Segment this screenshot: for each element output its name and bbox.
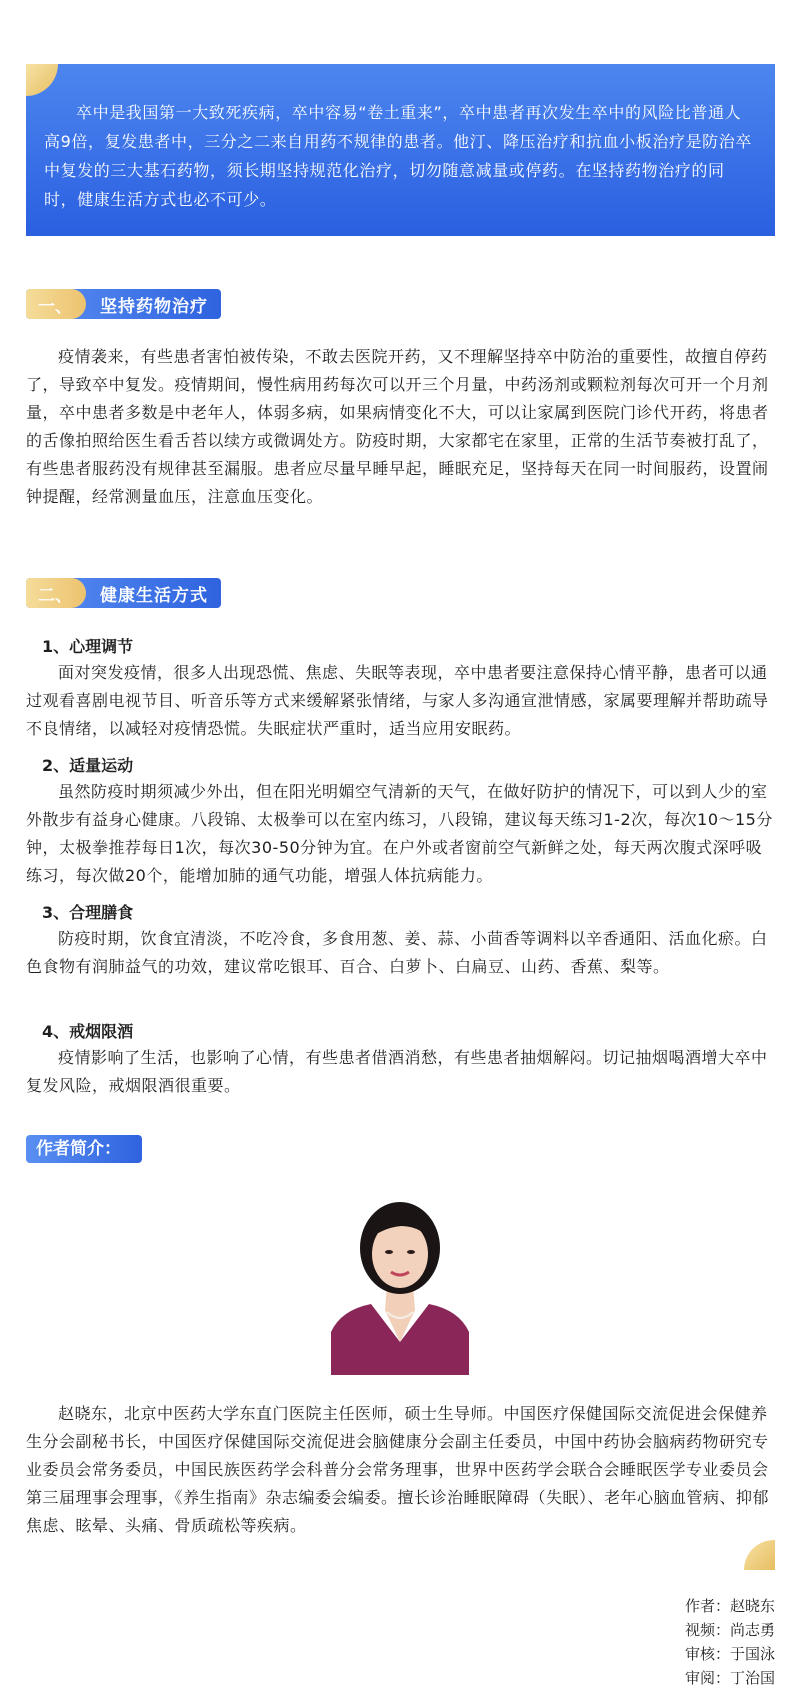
section-title: 健康生活方式 [100, 585, 208, 606]
author-portrait [331, 1192, 469, 1375]
credits [600, 1594, 775, 1690]
section1-body: 疫情袭来，有些患者害怕被传染，不敢去医院开药，又不理解坚持卒中防治的重要性，故擅自停药了，导致卒中复发。疫情期间，慢性病用药每次可以开三个月量，中药汤剂或颗粒剂每次可开一个月剂量，卒中患者多数是中老年人，体弱多病，如果病情变化不大，可以让家属到医院门诊代开药，将患者的舌像拍照给医生看舌苔以续方或微调处方。防疫时期，大家都宅在家里，正常的生活节奏被打乱了，有些患者服药没有规律甚至漏服。患者应尽量早睡早起，睡眠充足，坚持每天在同一时间服药，设置闹钟提醒，经常测量血压，注意血压变化。 [26, 347, 769, 506]
corner-decoration [26, 64, 58, 96]
intro-box [26, 64, 775, 236]
intro-text: 卒中是我国第一大致死疾病，卒中容易“卷土重来”，卒中患者再次发生卒中的风险比普通人高9倍，复发患者中，三分之二来自用药不规律的患者。他汀、降压治疗和抗血小板治疗是防治卒中复发的三大基石药物，须长期坚持规范化治疗，切勿随意减量或停药。在坚持药物治疗的同时，健康生活方式也必不可少。 [44, 103, 752, 209]
subsection-body: 防疫时期，饮食宜清淡，不吃冷食，多食用葱、姜、蒜、小茴香等调料以辛香通阳、活血化瘀。白色食物有润肺益气的功效，建议常吃银耳、百合、白萝卜、白扁豆、山药、香蕉、梨等。 [26, 929, 768, 976]
subsection-body: 面对突发疫情，很多人出现恐慌、焦虑、失眠等表现，卒中患者要注意保持心情平静，患者可以通过观看喜剧电视节目、听音乐等方式来缓解紧张情绪，与家人多沟通宣泄情感，家属要理解并帮助疏导不良情绪，以减轻对疫情恐慌。失眠症状严重时，适当应用安眠药。 [26, 663, 769, 738]
section-number: 二、 [26, 578, 86, 608]
subsection-body: 疫情影响了生活，也影响了心情，有些患者借酒消愁，有些患者抽烟解闷。切记抽烟喝酒增大卒中复发风险，戒烟限酒很重要。 [26, 1048, 768, 1095]
credit-video: 视频：尚志勇 [684, 1621, 775, 1639]
section-header-lifestyle [26, 578, 221, 608]
credit-author: 作者：赵晓东 [684, 1597, 775, 1615]
subsection-title: 4、戒烟限酒 [42, 1022, 134, 1041]
subsection-title: 3、合理膳食 [42, 903, 134, 922]
corner-decoration-bottom [744, 1540, 775, 1570]
credit-review: 审核：于国泳 [684, 1645, 775, 1663]
subsection-title: 2、适量运动 [42, 756, 134, 775]
section-number: 一、 [26, 289, 86, 319]
author-header: 作者简介： [26, 1135, 142, 1163]
subsection-title: 1、心理调节 [42, 637, 134, 656]
section-title: 坚持药物治疗 [100, 296, 208, 317]
portrait-illustration [331, 1192, 469, 1375]
subsection-body: 虽然防疫时期须减少外出，但在阳光明媚空气清新的天气，在做好防护的情况下，可以到人少的室外散步有益身心健康。八段锦、太极拳可以在室内练习，八段锦，建议每天练习1-2次，每次10～15分钟，太极拳推荐每日1次，每次30-50分钟为宜。在户外或者窗前空气新鲜之处，每天两次腹式深呼吸练习，每次做20个，能增加肺的通气功能，增强人体抗病能力。 [26, 782, 773, 885]
author-bio: 赵晓东，北京中医药大学东直门医院主任医师，硕士生导师。中国医疗保健国际交流促进会保健养生分会副秘书长，中国医疗保健国际交流促进会脑健康分会副主任委员，中国中药协会脑病药物研究专业委员会常务委员，中国民族医药学会科普分会常务理事，世界中医药学会联合会睡眠医学专业委员会第三届理事会理事，《养生指南》杂志编委会编委。擅长诊治睡眠障碍（失眠）、老年心脑血管病、抑郁焦虑、眩晕、头痛、骨质疏松等疾病。 [26, 1404, 770, 1535]
credit-proofread: 审阅：丁治国 [684, 1669, 775, 1687]
section-header-medication [26, 289, 221, 319]
